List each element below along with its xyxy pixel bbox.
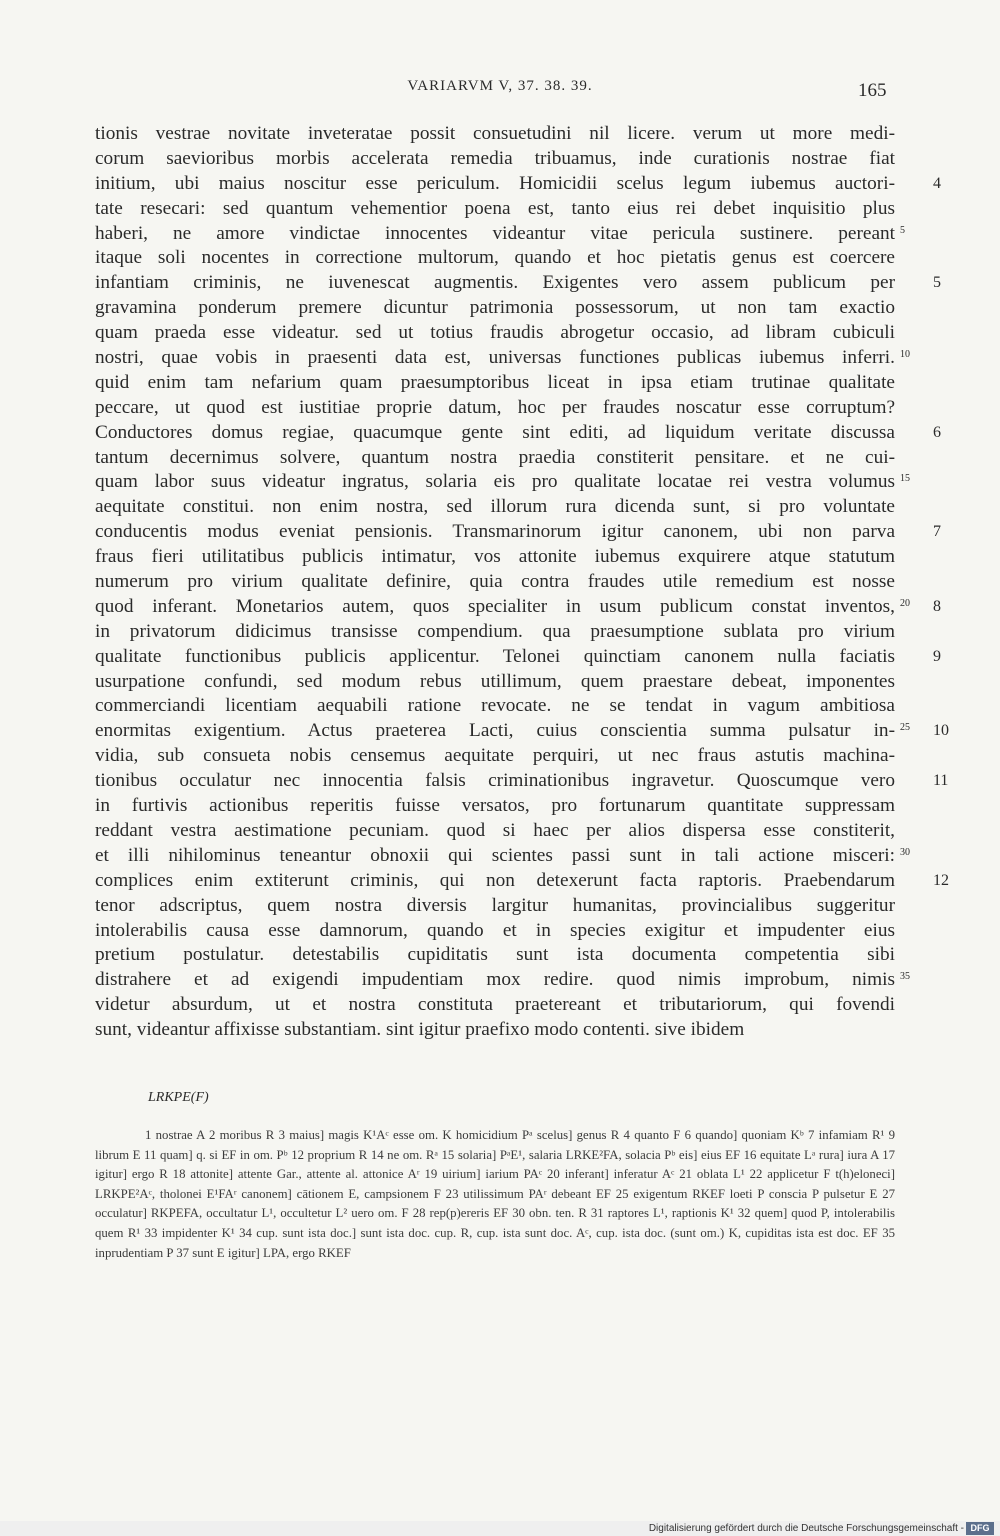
line-text: nostri, quae vobis in praesenti data est, universas functiones publicas iubemus inferri. [95, 347, 895, 369]
line-number: 30 [900, 846, 910, 858]
line-number: 25 [900, 722, 910, 734]
text-line [95, 1018, 895, 1043]
line-text: tenor adscriptus, quem nostra diversis largitur humanitas, provincialibus suggeritur [95, 894, 895, 916]
text-line [95, 197, 895, 222]
line-text: quod inferant. Monetarios autem, quos specialiter in usum publicum constat inventos, [95, 595, 895, 617]
line-text: pretium postulatur. detestabilis cupiditatis sunt ista documenta competentia sibi [95, 944, 895, 966]
line-text: tate resecari: sed quantum vehementior poena est, tanto eius rei debet inquisitio plus [95, 197, 895, 219]
page-number: 165 [858, 80, 887, 101]
chapter-number: 10 [933, 722, 949, 740]
text-line [95, 620, 895, 645]
text-line [95, 495, 895, 520]
text-line [95, 694, 895, 719]
chapter-number: 9 [933, 647, 941, 665]
text-line [95, 844, 910, 869]
text-line [95, 769, 949, 794]
line-text: distrahere et ad exigendi impudentiam mox redire. quod nimis improbum, nimis [95, 969, 895, 991]
line-text: gravamina ponderum premere dicuntur patrimonia possessorum, ut non tam exactio [95, 297, 895, 319]
funding-credit: Digitalisierung gefördert durch die Deutsche Forschungsgemeinschaft - [648, 1523, 964, 1534]
line-text: tionibus occulatur nec innocentia falsis criminationibus ingravetur. Quoscumque vero [95, 770, 895, 792]
line-number: 5 [900, 224, 905, 236]
line-text: haberi, ne amore vindictae innocentes videantur vitae pericula sustinere. pereant [95, 222, 895, 244]
line-text: intolerabilis causa esse damnorum, quando et in species exigitur et impudenter eius [95, 919, 895, 941]
line-text: reddant vestra aestimatione pecuniam. quod si haec per alios dispersa esse constiterit, [95, 819, 895, 841]
line-text: qualitate functionibus publicis applicentur. Telonei quinctiam canonem nulla faciatis [95, 645, 895, 667]
text-line [95, 271, 941, 296]
line-text: peccare, ut quod est iustitiae proprie datum, hoc per fraudes noscatur esse corruptum? [95, 396, 895, 418]
text-line [95, 321, 895, 346]
chapter-number: 8 [933, 597, 941, 615]
text-line [95, 446, 895, 471]
text-line [95, 470, 910, 495]
text-line [95, 147, 895, 172]
text-line [95, 396, 895, 421]
chapter-number: 6 [933, 423, 941, 441]
line-text: quid enim tam nefarium quam praesumptoribus liceat in ipsa etiam trutinae qualitate [95, 371, 895, 393]
line-number: 20 [900, 597, 910, 609]
line-text: enormitas exigentium. Actus praeterea Lacti, cuius conscientia summa pulsatur in- [95, 720, 895, 742]
text-line [95, 570, 895, 595]
line-number: 15 [900, 473, 910, 485]
text-line [95, 919, 895, 944]
text-line [95, 520, 941, 545]
text-line [95, 172, 941, 197]
line-text: fraus fieri utilitatibus publicis intimatur, vos attonite iubemus exquirere atque statutum [95, 546, 895, 568]
text-line [95, 744, 895, 769]
line-text: in furtivis actionibus reperitis fuisse versatos, pro fortunarum quantitate suppressam [95, 795, 895, 817]
text-line [95, 246, 895, 271]
critical-apparatus [95, 1126, 895, 1263]
text-line [95, 122, 895, 147]
line-text: Conductores domus regiae, quacumque gente sint editi, ad liquidum veritate discussa [95, 421, 895, 443]
line-text: in privatorum didicimus transisse compendium. qua praesumptione sublata pro virium [95, 620, 895, 642]
body-text [95, 122, 949, 1043]
text-line [95, 943, 895, 968]
running-title: VARIARVM V, 37. 38. 39. [407, 78, 593, 94]
text-line [95, 869, 949, 894]
dfg-logo: DFG [966, 1522, 994, 1535]
line-text: et illi nihilominus teneantur obnoxii qui scientes passi sunt in tali actione misceri: [95, 844, 895, 866]
text-line [95, 346, 910, 371]
line-text: quam praeda esse videatur. sed ut totius fraudis abrogetur occasio, ad libram cubiculi [95, 322, 895, 344]
line-text: tantum decernimus solvere, quantum nostra praedia constiterit pensitare. et ne cui- [95, 446, 895, 468]
line-text: corum saevioribus morbis accelerata remedia tribuamus, inde curationis nostrae fiat [95, 147, 895, 169]
text-line [95, 645, 941, 670]
text-line [95, 993, 895, 1018]
line-text: sunt, videantur affixisse substantiam. sint igitur praefixo modo contenti. sive ibidem [95, 1019, 745, 1041]
line-text: infantiam criminis, ne iuvenescat augmentis. Exigentes vero assem publicum per [95, 272, 895, 294]
line-text: initium, ubi maius noscitur esse periculum. Homicidii scelus legum iubemus auctori- [95, 172, 895, 194]
line-text: complices enim extiterunt criminis, qui non detexerunt facta raptoris. Praebendarum [95, 869, 895, 891]
chapter-number: 5 [933, 274, 941, 292]
text-line [95, 421, 941, 446]
text-line [95, 670, 895, 695]
text-line [95, 222, 905, 247]
line-text: numerum pro virium qualitate definire, quia contra fraudes utile remedium est nosse [95, 571, 895, 593]
line-number: 35 [900, 971, 910, 983]
line-text: conducentis modus eveniat pensionis. Transmarinorum igitur canonem, ubi non parva [95, 521, 895, 543]
chapter-number: 11 [933, 772, 949, 790]
line-text: videtur absurdum, ut et nostra constituta praetereant et tributariorum, qui fovendi [95, 994, 895, 1016]
line-number: 10 [900, 349, 910, 361]
text-line [95, 595, 941, 620]
line-text: commerciandi licentiam aequabili ratione revocate. ne se tendat in vagum ambitiosa [95, 695, 895, 717]
line-text: usurpatione confundi, sed modum rebus utillimum, quem praestare debeat, imponentes [95, 670, 895, 692]
chapter-number: 12 [933, 871, 949, 889]
chapter-number: 4 [933, 174, 941, 192]
text-line [95, 719, 949, 744]
text-line [95, 819, 895, 844]
text-line [95, 794, 895, 819]
chapter-number: 7 [933, 523, 941, 541]
line-text: aequitate constitui. non enim nostra, sed illorum rura dicenda sunt, si pro voluntate [95, 496, 895, 518]
line-text: vidia, sub consueta nobis censemus aequitate perquiri, ut nec fraus astutis machina- [95, 745, 895, 767]
text-line [95, 296, 895, 321]
text-line [95, 371, 895, 396]
apparatus-text: 1 nostrae A 2 moribus R 3 maius] magis K¹Aᶜ esse om. K homicidium Pᵃ scelus] genus R 4 quanto F 6 quando] quoniam Kᵇ 7 infamiam R¹ 9 librum E 11 quam] q. si EF in om. Pᵇ 12 proprium R 14 ne om. Rᵃ 15 solaria] PᵃE¹, salaria LRKE²FA, solacia Pᵇ eis] eius EF 16 equitate Lᵃ rura] iura A 17 igitur] ergo R 18 attonite] attente Gar., attente al. attonice Aʳ 19 uirium] iarium PAᶜ 20 inferant] inferatur Aᶜ 21 oblata L¹ 22 applicetur F t(h)eloneci] LRKPE²Aᶜ, tholonei E¹FAʳ canonem] cātionem E, campsionem F 23 utilissimum PAʳ debeant EF 25 exigentum RKEF loeti P conscia P pulsetur E 27 occulatur] RKPEFA, occultatur L¹, occultetur L² uero om. F 28 rep(p)ereris EF 30 obn. ten. R 31 raptores L¹, raptionis K¹ 32 quem] quod P, intolerabilis quem R¹ 33 impidenter K¹ 34 cup. sunt ista doc.] sunt ista doc. cup. R, cup. ista sunt doc. Aᶜ, cup. ista doc. (sunt om.) K, cupiditas ista est doc. EF 35 inprudentiam P 37 sunt E igitur] LPA, ergo RKEF [95, 1128, 895, 1260]
text-line [95, 545, 895, 570]
line-text: quam labor suus videatur ingratus, solaria eis pro qualitate locatae rei vestra volumus [95, 471, 895, 493]
line-text: itaque soli nocentes in correctione multorum, quando et hoc pietatis genus est coercere [95, 247, 895, 269]
text-line [95, 968, 910, 993]
line-text: tionis vestrae novitate inveteratae possit consuetudini nil licere. verum ut more medi- [95, 123, 895, 144]
footer-bar [0, 1521, 1000, 1536]
manuscript-sigla: LRKPE(F) [148, 1090, 209, 1105]
text-line [95, 894, 895, 919]
